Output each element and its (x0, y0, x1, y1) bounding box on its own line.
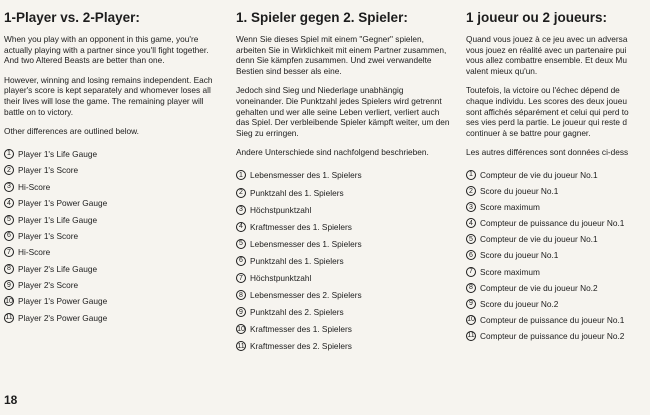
list-item (4, 179, 216, 195)
list-item (4, 211, 216, 227)
circled-number-icon: 10 (5, 297, 13, 305)
list-item-label: Player 1's Power Gauge (18, 198, 108, 209)
list-item (466, 183, 650, 199)
circled-number-icon: 4 (466, 218, 476, 228)
circled-number-icon: 11 (467, 332, 475, 340)
list-item (4, 195, 216, 211)
list-item (4, 162, 216, 178)
list-item (4, 277, 216, 293)
list-item-label: Compteur de vie du joueur No.1 (480, 169, 598, 180)
list-item (236, 184, 450, 201)
circled-number-icon: 7 (236, 273, 246, 283)
english-column (4, 10, 216, 326)
paragraph-line: Toutefois, la victoire ou l'échec dépend de (466, 85, 620, 96)
list-item-label: Punktzahl des 2. Spielers (250, 307, 344, 318)
list-item-label: Player 2's Score (18, 280, 79, 291)
circled-number-icon: 7 (4, 247, 14, 257)
list-item (236, 235, 450, 252)
list-item-label: Player 1's Power Gauge (18, 296, 108, 307)
circled-number-icon: 2 (466, 186, 476, 196)
circled-number-icon: 4 (4, 198, 14, 208)
list-item-label: Hi-Score (18, 247, 51, 258)
list-item-label: Score maximum (480, 266, 540, 277)
paragraph-line: vous allez combattre ensemble. Et deux Mu (466, 55, 627, 66)
page-number: 18 (4, 393, 18, 407)
list-item (4, 260, 216, 276)
circled-number-icon: 11 (5, 314, 13, 322)
circled-number-icon: 10 (237, 325, 245, 333)
circled-number-icon: 6 (466, 250, 476, 260)
list-item-label: Player 1's Score (18, 230, 79, 241)
list-item-label: Kraftmesser des 2. Spielers (250, 341, 352, 352)
list-item (4, 228, 216, 244)
list-item-label: Compteur de puissance du joueur No.1 (480, 218, 625, 229)
circled-number-icon: 10 (467, 316, 475, 324)
list-item (466, 280, 650, 296)
list-item-label: Player 1's Life Gauge (18, 214, 98, 225)
list-item-label: Score maximum (480, 202, 540, 213)
list-item (236, 167, 450, 184)
paragraph-line: vous jouez en réalité avec un partenaire pui (466, 44, 627, 55)
list-item (466, 167, 650, 183)
list-item-label: Compteur de vie du joueur No.2 (480, 282, 598, 293)
list-item-label: Compteur de puissance du joueur No.1 (480, 314, 625, 325)
circled-number-icon: 8 (236, 290, 246, 300)
circled-number-icon: 3 (466, 202, 476, 212)
circled-number-icon: 6 (4, 231, 14, 241)
list-item (4, 146, 216, 162)
list-item-label: Punktzahl des 1. Spielers (250, 255, 344, 266)
list-item (236, 321, 450, 338)
circled-number-icon: 9 (466, 299, 476, 309)
paragraph-line: ses vies perd la partie. Le joueur qui reste d (466, 117, 627, 128)
english-heading: 1-Player vs. 2-Player: (4, 10, 140, 25)
list-item (466, 199, 650, 215)
french-heading: 1 joueur ou 2 joueurs: (466, 10, 608, 25)
circled-number-icon: 2 (4, 165, 14, 175)
english-paragraph-3: Other differences are outlined below. (4, 126, 139, 137)
list-item (466, 312, 650, 328)
list-item (466, 296, 650, 312)
list-item (236, 252, 450, 269)
paragraph-line: sont affichés séparément et celui qui perd to (466, 106, 629, 117)
list-item-label: Lebensmesser des 2. Spielers (250, 290, 362, 301)
english-paragraph-1: When you play with an opponent in this game, you're actually playing with a partner since you'll fight together. And two Altered Beasts are better than one. (4, 34, 209, 66)
english-item-list (4, 146, 216, 326)
german-paragraph-3: Andere Unterschiede sind nachfolgend beschrieben. (236, 147, 429, 158)
circled-number-icon: 3 (4, 182, 14, 192)
list-item (466, 264, 650, 280)
list-item-label: Höchstpunktzahl (250, 204, 312, 215)
circled-number-icon: 3 (236, 205, 246, 215)
circled-number-icon: 1 (466, 170, 476, 180)
circled-number-icon: 8 (4, 264, 14, 274)
list-item-label: Kraftmesser des 1. Spielers (250, 221, 352, 232)
list-item-label: Player 2's Power Gauge (18, 312, 108, 323)
list-item-label: Lebensmesser des 1. Spielers (250, 238, 362, 249)
list-item (466, 231, 650, 247)
list-item (466, 247, 650, 263)
french-paragraph-3: Les autres différences sont données ci-dess (466, 147, 629, 158)
list-item-label: Score du joueur No.1 (480, 250, 559, 261)
circled-number-icon: 9 (236, 307, 246, 317)
list-item-label: Score du joueur No.1 (480, 186, 559, 197)
french-column (466, 10, 650, 344)
list-item (4, 293, 216, 309)
list-item-label: Player 1's Score (18, 165, 79, 176)
list-item-label: Höchstpunktzahl (250, 273, 312, 284)
german-column (236, 10, 450, 355)
list-item (236, 218, 450, 235)
list-item-label: Kraftmesser des 1. Spielers (250, 324, 352, 335)
list-item-label: Hi-Score (18, 181, 51, 192)
paragraph-line: continuer à se battre pour gagner. (466, 127, 591, 138)
circled-number-icon: 6 (236, 256, 246, 266)
list-item-label: Lebensmesser des 1. Spielers (250, 170, 362, 181)
list-item-label: Player 2's Life Gauge (18, 263, 98, 274)
list-item-label: Player 1's Life Gauge (18, 148, 98, 159)
circled-number-icon: 9 (4, 280, 14, 290)
list-item (236, 304, 450, 321)
list-item-label: Compteur de vie du joueur No.1 (480, 234, 598, 245)
circled-number-icon: 5 (466, 234, 476, 244)
circled-number-icon: 8 (466, 283, 476, 293)
french-paragraph-1 (466, 34, 650, 76)
circled-number-icon: 11 (237, 342, 245, 350)
list-item (4, 244, 216, 260)
list-item (236, 287, 450, 304)
english-paragraph-2: However, winning and losing remains independent. Each player's score is kept separately and whomever loses all their lives will lose the game. The remaining player will battle on to victory. (4, 74, 213, 117)
paragraph-line: valent mieux qu'un. (466, 65, 538, 76)
circled-number-icon: 4 (236, 222, 246, 232)
circled-number-icon: 2 (236, 188, 246, 198)
circled-number-icon: 1 (4, 149, 14, 159)
circled-number-icon: 5 (236, 239, 246, 249)
german-paragraph-1: Wenn Sie dieses Spiel mit einem "Gegner" spielen, arbeiten Sie in Wirklichkeit mit einem Partner zusammen, denn Sie kämpfen zusammen. Und zwei verwandelte Bestien sind besser als eine. (236, 34, 447, 76)
list-item (236, 201, 450, 218)
list-item (236, 270, 450, 287)
french-item-list (466, 167, 650, 344)
german-item-list (236, 167, 450, 355)
list-item-label: Compteur de puissance du joueur No.2 (480, 330, 625, 341)
german-heading: 1. Spieler gegen 2. Spieler: (236, 10, 408, 25)
french-paragraph-2 (466, 85, 650, 138)
list-item (466, 328, 650, 344)
list-item (236, 338, 450, 355)
german-paragraph-2: Jedoch sind Sieg und Niederlage unabhängig voneinander. Die Punktzahl jedes Spielers wird getrennt gehalten und wer alle seine Leben verliert, verliert auch das Spiel. Der verbleibende Spieler kämpft weiter, um den Sieg zu erringen. (236, 85, 450, 138)
circled-number-icon: 5 (4, 215, 14, 225)
list-item (4, 310, 216, 326)
list-item-label: Score du joueur No.2 (480, 298, 559, 309)
circled-number-icon: 7 (466, 267, 476, 277)
list-item (466, 215, 650, 231)
list-item-label: Punktzahl des 1. Spielers (250, 187, 344, 198)
paragraph-line: Quand vous jouez à ce jeu avec un adversa (466, 34, 628, 44)
circled-number-icon: 1 (236, 170, 246, 180)
paragraph-line: chaque individu. Les scores des deux joueu (466, 95, 627, 106)
